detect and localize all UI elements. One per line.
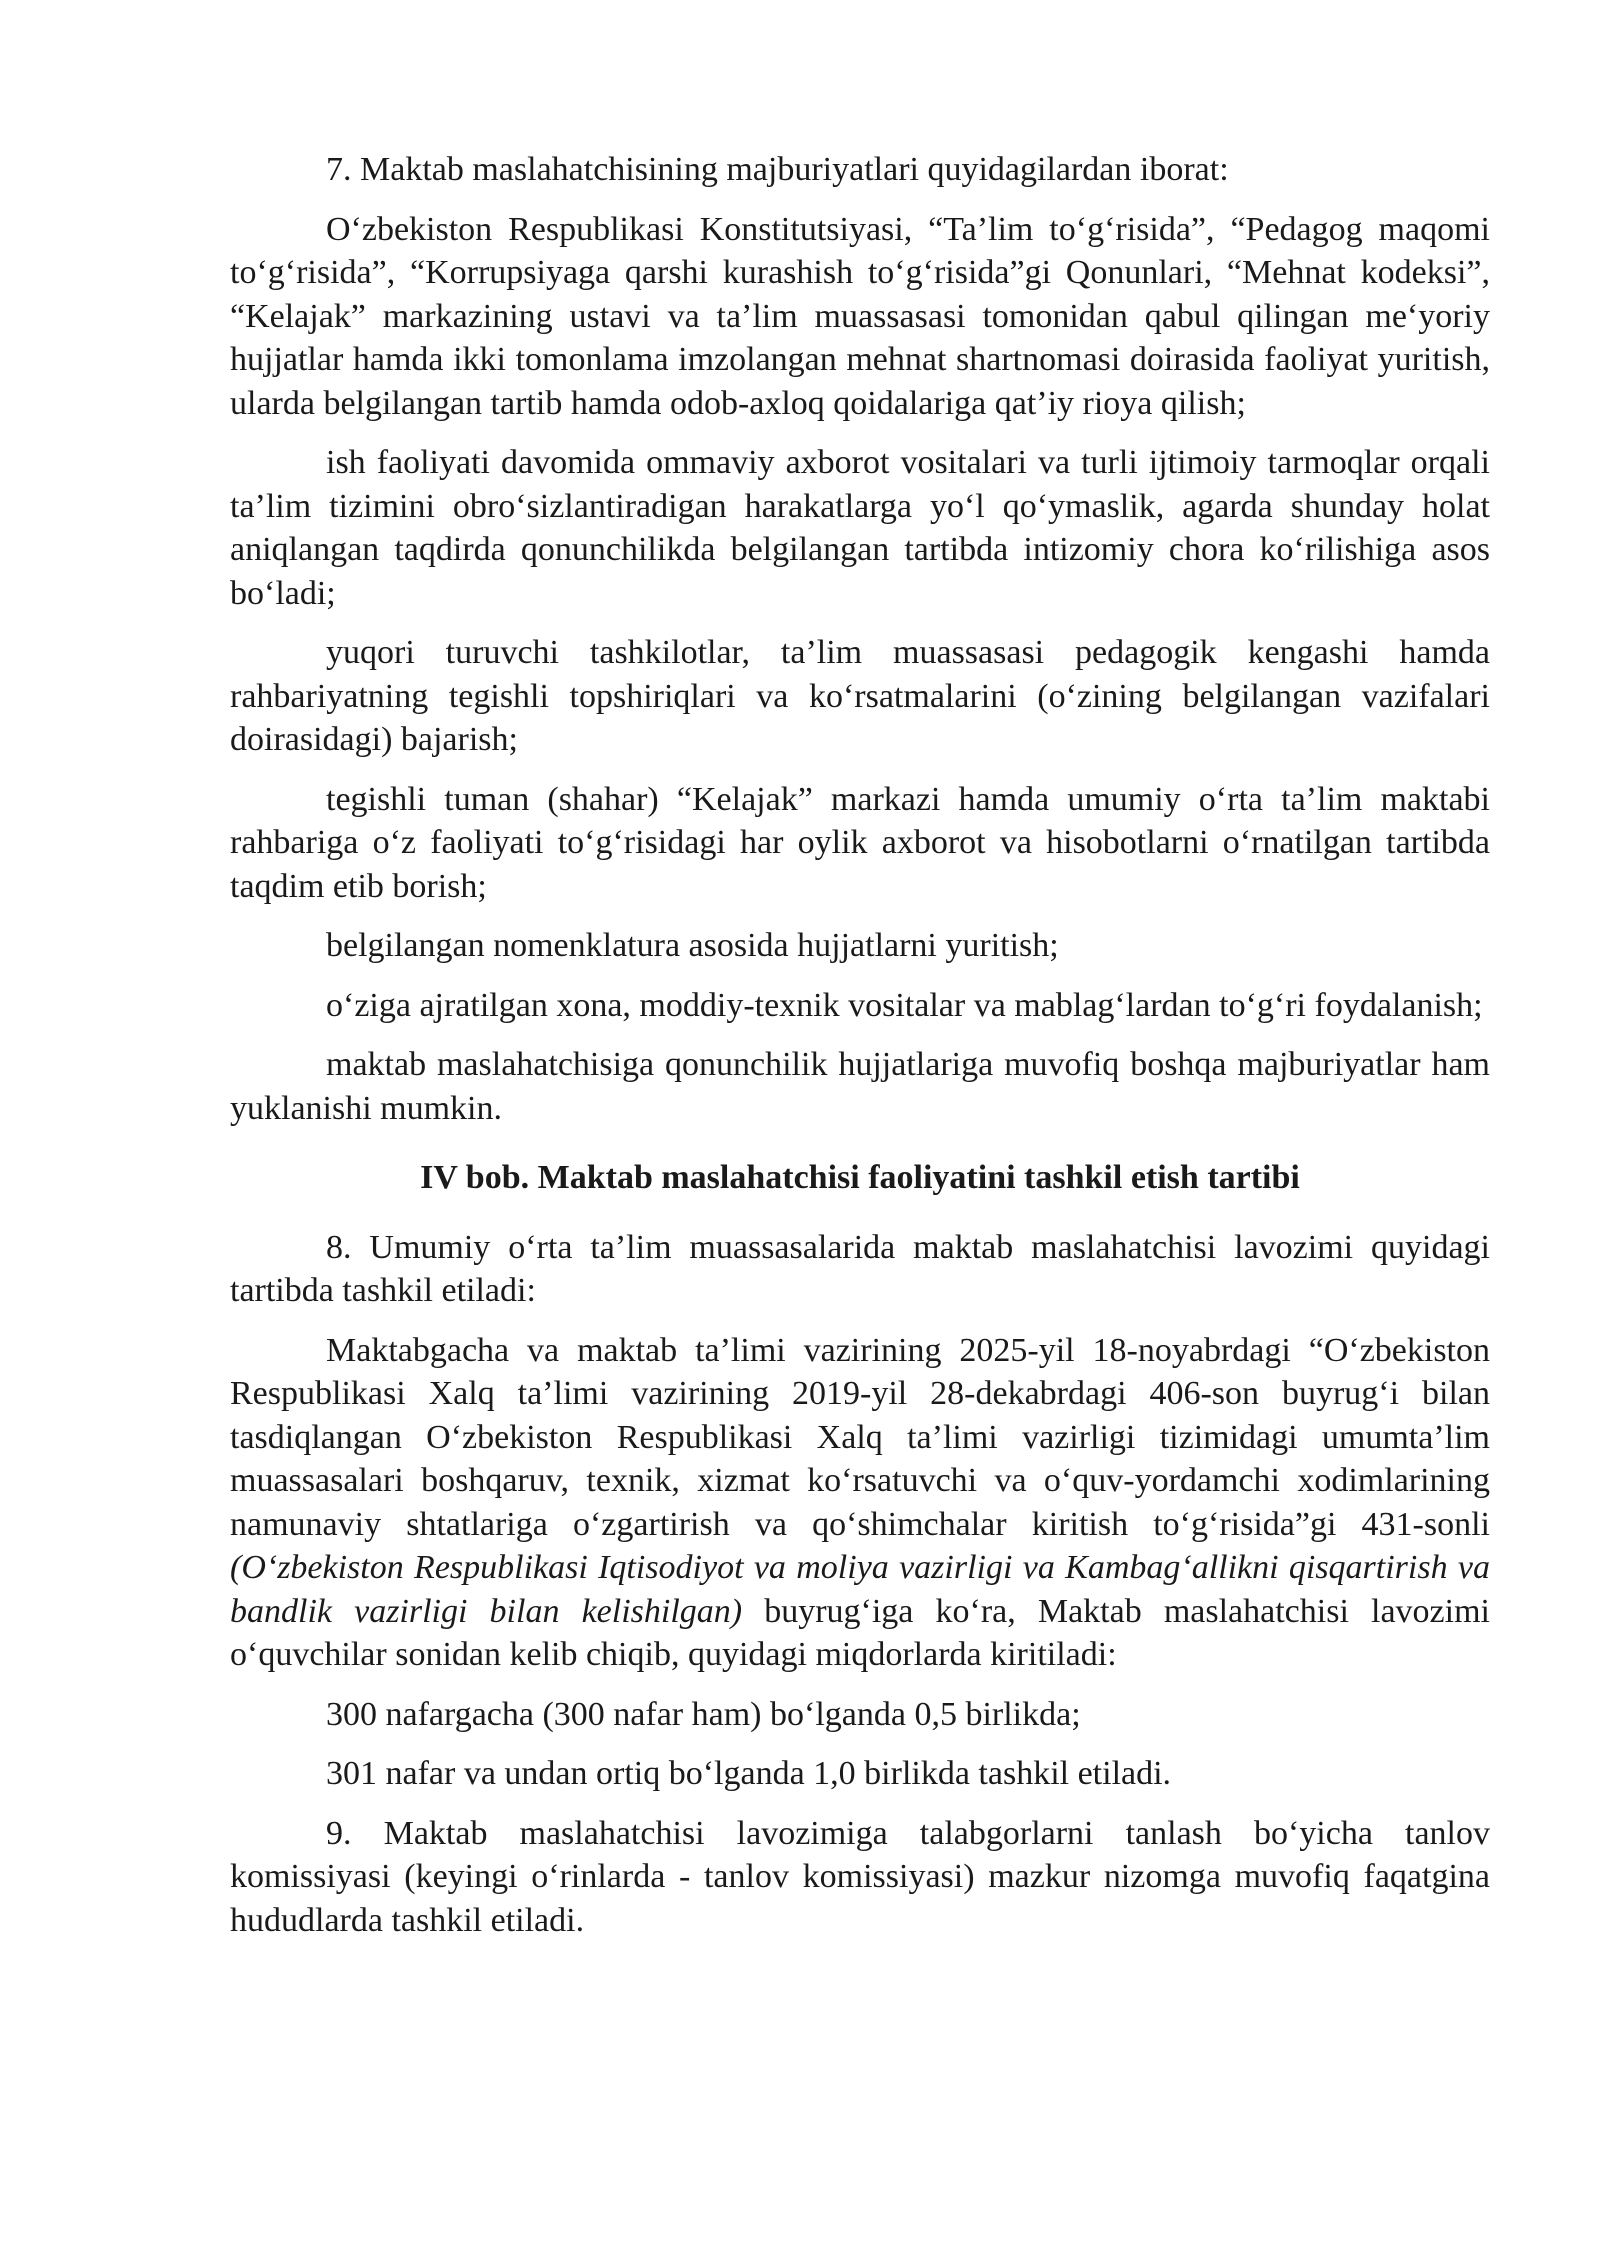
paragraph-obligation-resources: o‘ziga ajratilgan xona, moddiy-texnik vositalar va mablag‘lardan to‘g‘ri foydalanish; [326, 986, 1483, 1024]
paragraph-obligation-reports: tegishli tuman (shahar) “Kelajak” markazi hamda umumiy o‘rta ta’lim maktabi rahbariga o‘z faoliyati to‘g‘risidagi har oylik axborot va hisobotlarni o‘rnatilgan tartibda taqdim etib borish; [230, 780, 1490, 905]
paragraph-obligation-laws: O‘zbekiston Respublikasi Konstitutsiyasi, “Ta’lim to‘g‘risida”, “Pedagog maqomi to‘g‘risida”, “Korrupsiyaga qarshi kurashish to‘g‘risida”gi Qonunlari, “Mehnat kodeksi”, “Kelajak” markazining ustavi va ta’lim muassasasi tomonidan qabul qilingan me‘yoriy hujjatlar hamda ikki tomonlama imzolangan mehnat shartnomasi doirasida faoliyat yuritish, ularda belgilangan tartib hamda odob-axloq qoidalariga qat’iy rioya qilish; [230, 210, 1490, 422]
paragraph-300-students: 300 nafargacha (300 nafar ham) bo‘lganda 0,5 birlikda; [326, 1695, 1081, 1733]
order-text-before: Maktabgacha va maktab ta’limi vazirining 2025-yil 18-noyabrdagi “O‘zbekiston Respublikasi Xalq ta’limi vazirining 2019-yil 28-dekabrdagi 406-son buyrug‘i bilan tasdiqlangan O‘zbekiston Respublikasi Xalq ta’limi vazirligi tizimidagi umumta’lim muassasalari boshqaruv, texnik, xizmat ko‘rsatuvchi va o‘quv-yordamchi xodimlarining namunaviy shtatlariga o‘zgartirish va qo‘shimchalar kiritish to‘g‘risida”gi 431-sonli [230, 1331, 1490, 1543]
paragraph-obligation-other: maktab maslahatchisiga qonunchilik hujjatlariga muvofiq boshqa majburiyatlar ham yuklanishi mumkin. [230, 1046, 1490, 1127]
paragraph-obligation-nomenclature: belgilangan nomenklatura asosida hujjatlarni yuritish; [326, 927, 1059, 964]
order-text-italic: (O‘zbekiston Respublikasi Iqtisodiyot va moliya vazirligi va Kambag‘allikni qisqartirish va bandlik vazirligi bilan kelishilgan) [230, 1549, 1490, 1630]
paragraph-obligation-media: ish faoliyati davomida ommaviy axborot vositalari va turli ijtimoiy tarmoqlar orqali ta’lim tizimini obro‘sizlantiradigan harakatlarga yo‘l qo‘ymaslik, agarda shunday holat aniqlangan taqdirda qonunchilikda belgilangan tartibda intizomiy chora ko‘rilishiga asos bo‘ladi; [230, 444, 1490, 612]
order-text-after: buyrug‘iga ko‘ra, Maktab maslahatchisi lavozimi o‘quvchilar sonidan kelib chiqib, quyidagi miqdorlarda kiritiladi: [230, 1592, 1490, 1673]
document-page [230, 148, 1490, 1958]
paragraph-7-intro: 7. Maktab maslahatchisining majburiyatlari quyidagilardan iborat: [326, 151, 1229, 188]
section-heading-iv: IV bob. Maktab maslahatchisi faoliyatini tashkil etish tartibi [420, 1159, 1300, 1196]
paragraph-ministry-order [230, 1329, 1490, 1677]
paragraph-8: 8. Umumiy o‘rta ta’lim muassasalarida maktab maslahatchisi lavozimi quyidagi tartibda tashkil etiladi: [230, 1228, 1490, 1309]
paragraph-obligation-orders: yuqori turuvchi tashkilotlar, ta’lim muassasasi pedagogik kengashi hamda rahbariyatning tegishli topshiriqlari va ko‘rsatmalarini (o‘zining belgilangan vazifalari doirasidagi) bajarish; [230, 634, 1490, 758]
paragraph-301-students: 301 nafar va undan ortiq bo‘lganda 1,0 birlikda tashkil etiladi. [326, 1755, 1172, 1792]
paragraph-9: 9. Maktab maslahatchisi lavozimiga talabgorlarni tanlash bo‘yicha tanlov komissiyasi (keyingi o‘rinlarda - tanlov komissiyasi) mazkur nizomga muvofiq faqatgina hududlarda tashkil etiladi. [230, 1814, 1490, 1939]
